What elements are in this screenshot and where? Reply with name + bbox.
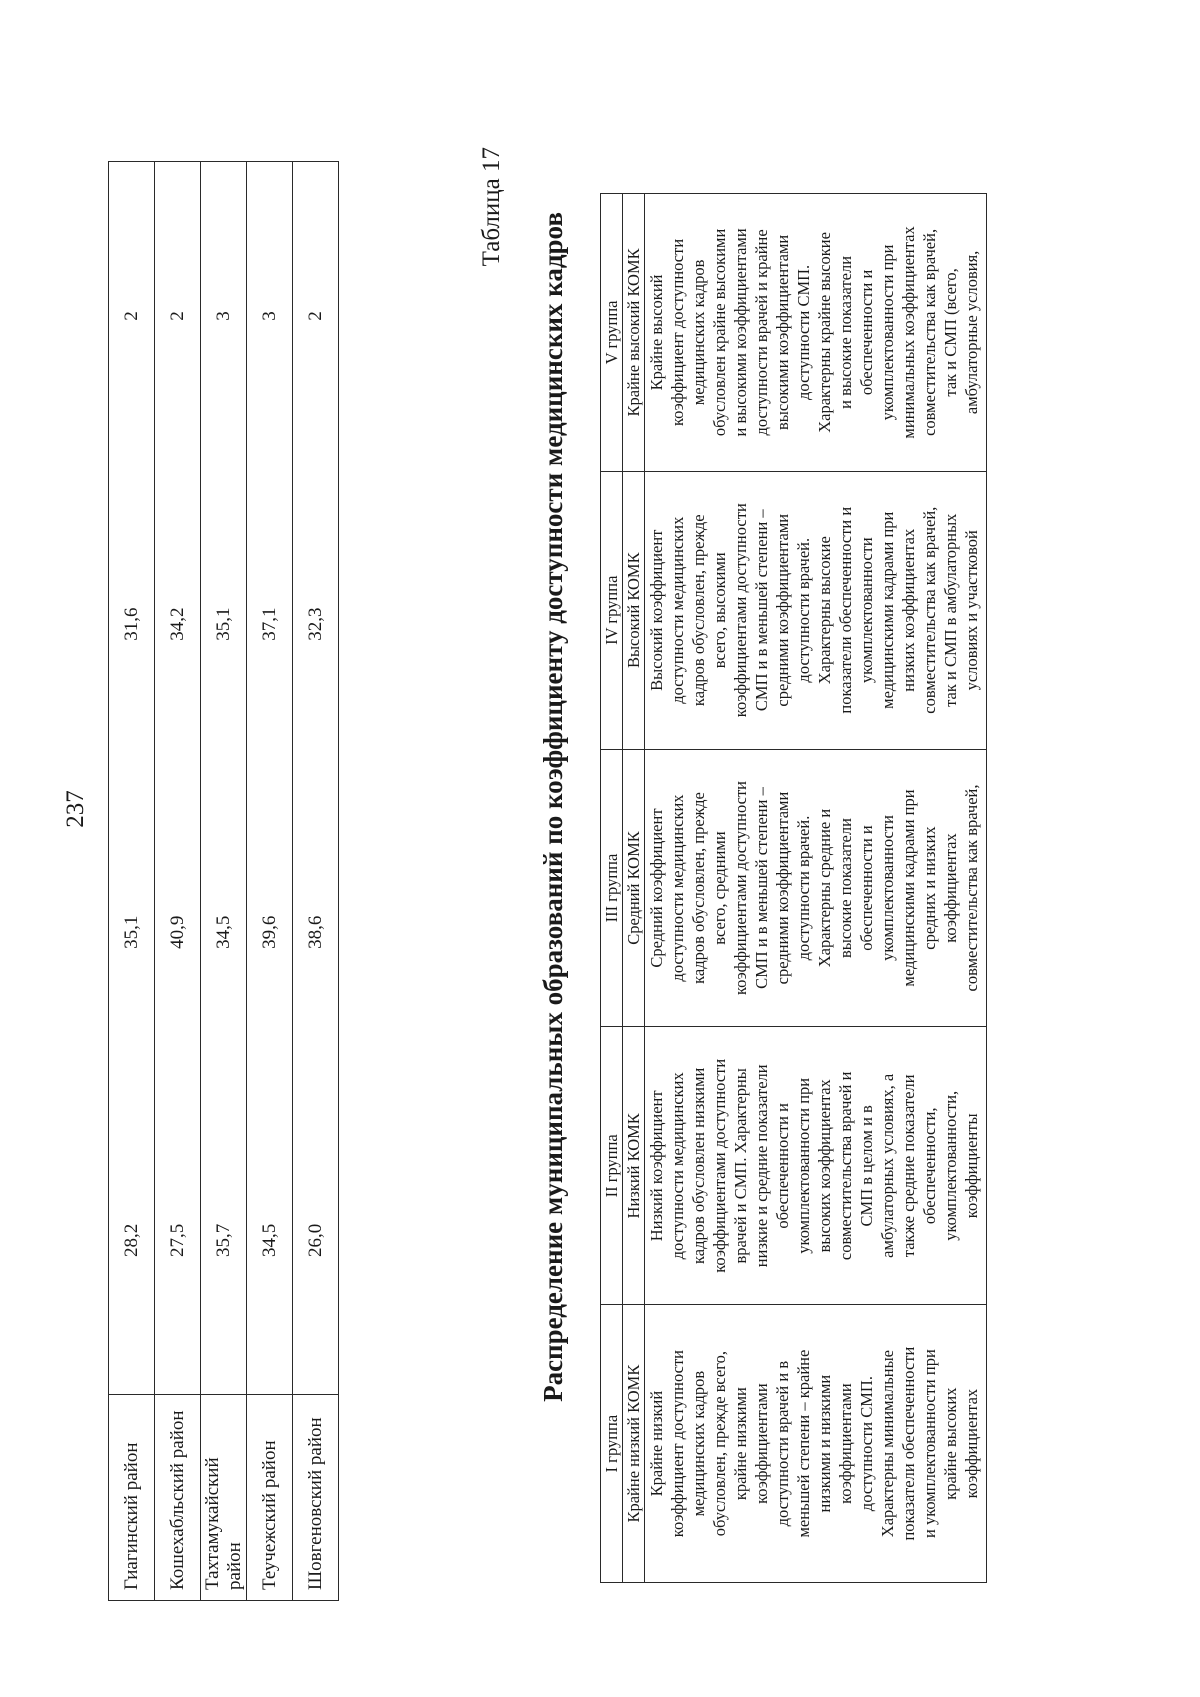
value-cell: 34,5 <box>201 778 247 1086</box>
value-cell: 26,0 <box>293 1086 339 1395</box>
group-description-cell <box>645 1305 987 1583</box>
table-row <box>109 162 155 1601</box>
group-name: II группа <box>601 1027 623 1305</box>
group-description: Крайне низкий коэффициент доступности медицинских кадров обусловлен, прежде всего, крайне низкими коэффициентами доступности врачей и в меньшей степени – крайне низкими и низкими коэффициентами доступности СМП. Характерны минимальные показатели обеспеченности и укомплектованности при крайне высоких коэффициентах <box>647 1346 981 1541</box>
group-subtitle: Крайне низкий КОМК <box>623 1305 645 1583</box>
group-description: Крайне высокий коэффициент доступности медицинских кадров обусловлен крайне высокими и высокими коэффициентами доступности врачей и крайне высокими коэффициентами доступности СМП. Характерны крайне высокие и высокие показатели обеспеченности и укомплектованности при минимальных коэффициентах совместительства как врачей, так и СМП (всего, амбулаторные условия, <box>647 226 981 439</box>
group-description: Средний коэффициент доступности медицинских кадров обусловлен, прежде всего, средними коэффициентами доступности СМП и в меньшей степени – средними коэффициентами доступности врачей. Характерны средние и высокие показатели обеспеченности и укомплектованности медицинскими кадрами при средних и низких коэффициентах совместительства как врачей, <box>647 781 981 995</box>
group-name: IV группа <box>601 471 623 749</box>
value-cell: 35,7 <box>201 1086 247 1395</box>
group-description-cell <box>645 471 987 749</box>
value-cell: 35,1 <box>201 470 247 778</box>
value-cell: 39,6 <box>247 778 293 1086</box>
group-name: I группа <box>601 1305 623 1583</box>
value-cell: 34,2 <box>155 470 201 778</box>
value-cell: 37,1 <box>247 470 293 778</box>
group-subtitle-row <box>623 194 645 1583</box>
group-subtitle: Средний КОМК <box>623 749 645 1027</box>
group-description: Высокий коэффициент доступности медицинских кадров обусловлен, прежде всего, высокими коэффициентами доступности СМП и в меньшей степени – средними коэффициентами доступности врачей. Характерны высокие показатели обеспеченности и укомплектованности медицинскими кадрами при низких коэффициентах совместительства как врачей, так и СМП в амбулаторных условиях и участковой <box>647 503 981 718</box>
group-subtitle: Крайне высокий КОМК <box>623 194 645 472</box>
districts-table <box>108 161 339 1601</box>
value-cell: 38,6 <box>293 778 339 1086</box>
group-name: III группа <box>601 749 623 1027</box>
table-caption: Таблица 17 <box>478 147 505 267</box>
group-cell: 2 <box>109 162 155 471</box>
district-name: Теучежский район <box>247 1395 293 1601</box>
group-subtitle: Низкий КОМК <box>623 1027 645 1305</box>
group-description-row <box>645 194 987 1583</box>
group-name: V группа <box>601 194 623 472</box>
value-cell: 32,3 <box>293 470 339 778</box>
group-cell: 3 <box>201 162 247 471</box>
group-description-cell <box>645 194 987 472</box>
district-name: Тахтамукайский район <box>201 1395 247 1601</box>
value-cell: 35,1 <box>109 778 155 1086</box>
group-subtitle: Высокий КОМК <box>623 471 645 749</box>
table-title: Распределение муниципальных образований по коэффициенту доступности медицинских кадров <box>538 212 568 1402</box>
table-row <box>247 162 293 1601</box>
group-cell: 3 <box>247 162 293 471</box>
value-cell: 40,9 <box>155 778 201 1086</box>
group-description: Низкий коэффициент доступности медицинских кадров обусловлен низкими коэффициентами доступности врачей и СМП. Характерны низкие и средние показатели обеспеченности и укомплектованности при высоких коэффициентах совместительства врачей и СМП в целом и в амбулаторных условиях, а также средние показатели обеспеченности, укомплектованности, коэффициенты <box>647 1058 981 1273</box>
group-name-row <box>601 194 623 1583</box>
value-cell: 34,5 <box>247 1086 293 1395</box>
group-cell: 2 <box>293 162 339 471</box>
group-cell: 2 <box>155 162 201 471</box>
table-row <box>155 162 201 1601</box>
group-description-cell <box>645 1027 987 1305</box>
district-name: Гиагинский район <box>109 1395 155 1601</box>
value-cell: 31,6 <box>109 470 155 778</box>
value-cell: 28,2 <box>109 1086 155 1395</box>
district-name: Шовгеновский район <box>293 1395 339 1601</box>
table-row <box>201 162 247 1601</box>
group-description-cell <box>645 749 987 1027</box>
district-name: Кошехабльский район <box>155 1395 201 1601</box>
table-row <box>293 162 339 1601</box>
page-number: 237 <box>62 790 89 828</box>
value-cell: 27,5 <box>155 1086 201 1395</box>
groups-table <box>600 193 987 1583</box>
